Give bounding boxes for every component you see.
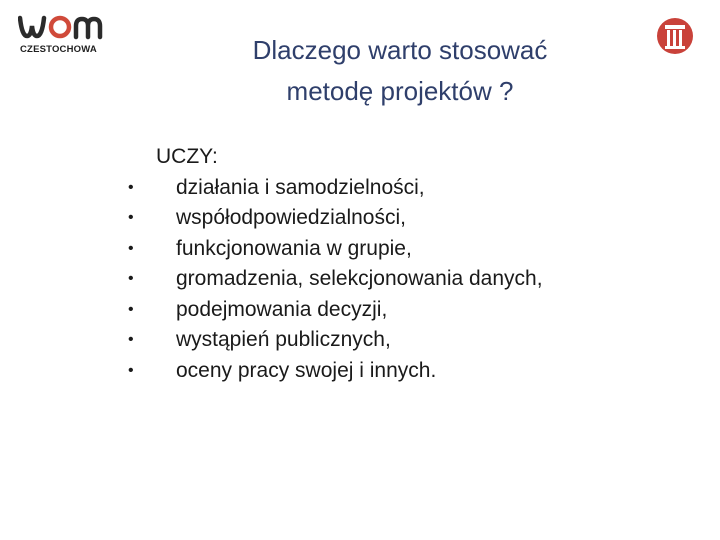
list-item-text: oceny pracy swojej i innych. [176,358,437,382]
content-heading: UCZY: [156,145,218,168]
bullet-list [120,173,680,387]
bullet-icon: • [128,361,134,379]
bullet-icon: • [128,178,134,196]
list-item [120,234,680,265]
slide-title-line-2: metodę projektów ? [286,76,514,106]
slide-content [120,142,680,386]
list-item-text: funkcjonowania w grupie, [176,236,412,260]
bullet-icon: • [128,239,134,257]
bullet-icon: • [128,300,134,318]
slide-title-line-1: Dlaczego warto stosować [252,35,548,65]
list-item [120,203,680,234]
list-item-text: podejmowania decyzji, [176,297,388,321]
list-item-text: współodpowiedzialności, [176,206,406,229]
institution-emblem-icon [655,16,695,56]
list-item [120,264,680,295]
list-item [120,173,680,204]
list-item-text: wystąpień publicznych, [176,328,391,351]
list-item-text: działania i samodzielności, [176,175,425,199]
list-item [120,356,680,387]
list-item [120,295,680,326]
bullet-icon: • [128,209,134,226]
list-item-text: gromadzenia, selekcjonowania danych, [176,267,543,290]
bullet-icon: • [128,270,134,287]
bullet-icon: • [128,331,134,348]
wom-wordmark-icon [18,12,114,44]
logo-city-text: CZESTOCHOWA [20,44,97,55]
list-item [120,325,680,356]
slide-title [170,30,630,112]
wom-czestochowa-logo [18,12,114,62]
